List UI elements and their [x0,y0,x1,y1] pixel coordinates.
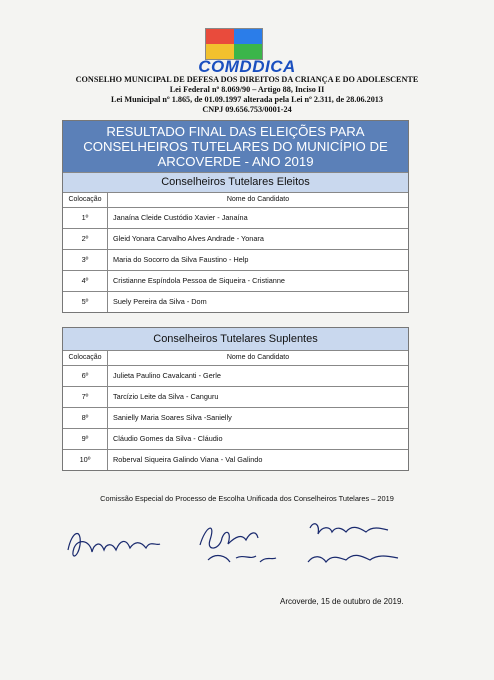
position-cell: 2º [63,229,108,249]
name-cell: Sanielly Maria Soares Silva -Sanielly [113,413,232,422]
position-cell: 9º [63,429,108,449]
suplentes-table [62,327,409,471]
position-cell: 6º [63,366,108,386]
eleitos-table [62,120,409,313]
eleitos-heading: Conselheiros Tutelares Eleitos [63,172,408,193]
name-cell: Julieta Paulino Cavalcanti - Gerle [113,371,221,380]
header-line: CNPJ 09.656.753/0001-24 [202,105,292,114]
table-row [63,450,408,470]
col-header-name: Nome do Candidato [226,196,290,203]
position-cell: 7º [63,387,108,407]
name-cell: Cláudio Gomes da Silva - Cláudio [113,434,223,443]
table-row [63,366,408,387]
col-header-name: Nome do Candidato [226,354,290,361]
signature [200,528,258,548]
brand-name: COMDDICA [198,57,296,76]
suplentes-heading: Conselheiros Tutelares Suplentes [63,328,408,351]
position-cell: 10º [63,450,108,470]
name-cell: Janaína Cleide Custódio Xavier - Janaína [113,213,248,222]
position-cell: 3º [63,250,108,270]
table-row [63,271,408,292]
header-line: Lei Municipal nº 1.865, de 01.09.1997 alterada pela Lei nº 2.311, de 28.06.2013 [111,95,383,104]
results-title: RESULTADO FINAL DAS ELEIÇÕES PARA CONSELHEIROS TUTELARES DO MUNICÍPIO DE ARCOVERDE - ANO 2019 [63,121,408,172]
council-logo [205,28,263,60]
table-row [63,408,408,429]
position-cell: 8º [63,408,108,428]
name-cell: Maria do Socorro da Silva Faustino - Help [113,255,249,264]
document-date: Arcoverde, 15 de outubro de 2019. [280,597,404,606]
signature [310,524,388,534]
name-cell: Roberval Siqueira Galindo Viana - Val Galindo [113,455,263,464]
col-header-position: Colocação [63,351,108,365]
signature [308,555,398,562]
table-row [63,229,408,250]
position-cell: 1º [63,208,108,228]
table-header [63,351,408,366]
table-row [63,292,408,312]
name-cell: Suely Pereira da Silva - Dom [113,297,207,306]
table-row [63,250,408,271]
table-row [63,387,408,408]
col-header-position: Colocação [63,193,108,207]
name-cell: Gleid Yonara Carvalho Alves Andrade - Yonara [113,234,264,243]
signature [208,556,276,562]
table-row [63,429,408,450]
table-row [63,208,408,229]
name-cell: Tarcízio Leite da Silva - Canguru [113,392,219,401]
position-cell: 4º [63,271,108,291]
header-line: CONSELHO MUNICIPAL DE DEFESA DOS DIREITOS DA CRIANÇA E DO ADOLESCENTE [75,75,419,84]
header-line: Lei Federal nº 8.069/90 – Artigo 88, Inciso II [169,85,325,94]
signatures [60,510,420,580]
table-header [63,193,408,208]
signature [68,534,160,556]
position-cell: 5º [63,292,108,312]
name-cell: Cristianne Espíndola Pessoa de Siqueira - Cristianne [113,276,285,285]
commission-note: Comissão Especial do Processo de Escolha Unificada dos Conselheiros Tutelares – 2019 [100,494,394,503]
